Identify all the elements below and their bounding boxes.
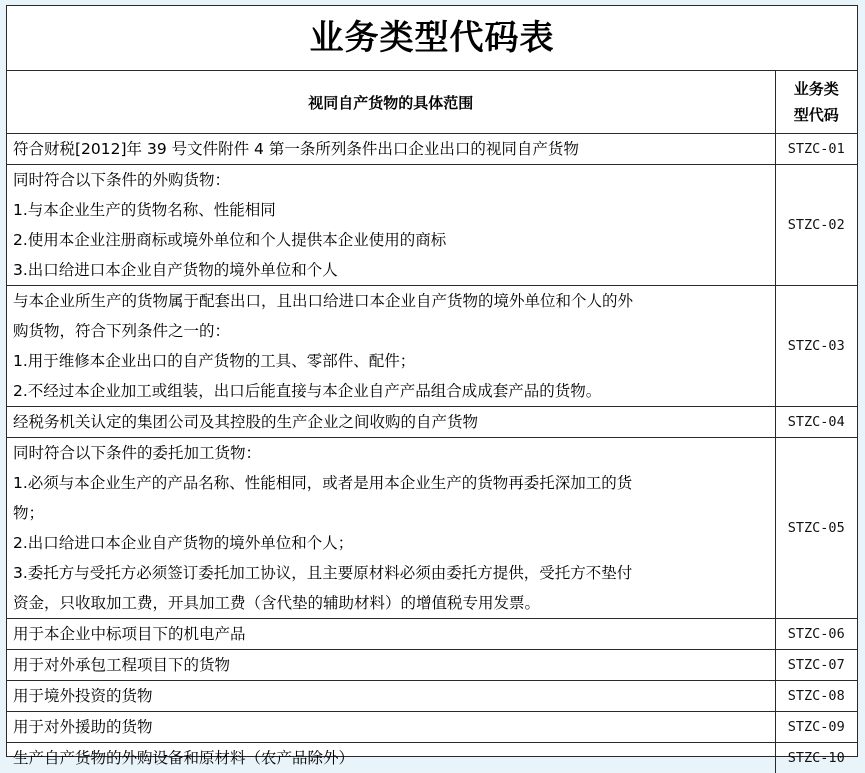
scope-line: 3.出口给进口本企业自产货物的境外单位和个人 — [13, 255, 769, 285]
table-row — [7, 438, 857, 619]
code-cell: STZC-04 — [775, 407, 857, 438]
header-code-line2: 型代码 — [780, 102, 854, 128]
scope-line: 3.委托方与受托方必须签订委托加工协议，且主要原材料必须由委托方提供，受托方不垫付 — [13, 558, 769, 588]
scope-cell — [7, 438, 775, 619]
code-cell: STZC-09 — [775, 712, 857, 743]
scope-line: 1.与本企业生产的货物名称、性能相同 — [13, 195, 769, 225]
scope-line: 2.出口给进口本企业自产货物的境外单位和个人； — [13, 528, 769, 558]
code-cell: STZC-07 — [775, 650, 857, 681]
header-scope: 视同自产货物的具体范围 — [7, 71, 775, 134]
scope-line: 用于对外援助的货物 — [13, 712, 769, 742]
code-cell: STZC-05 — [775, 438, 857, 619]
scope-line: 物； — [13, 498, 769, 528]
page-title: 业务类型代码表 — [7, 6, 857, 71]
code-cell: STZC-03 — [775, 286, 857, 407]
table-header-row — [7, 71, 857, 134]
scope-line: 用于本企业中标项目下的机电产品 — [13, 619, 769, 649]
table-row — [7, 286, 857, 407]
business-type-code-table — [7, 71, 857, 773]
table-row — [7, 134, 857, 165]
scope-line: 同时符合以下条件的委托加工货物： — [13, 438, 769, 468]
scope-cell — [7, 407, 775, 438]
scope-cell — [7, 165, 775, 286]
table-row — [7, 743, 857, 773]
code-cell: STZC-06 — [775, 619, 857, 650]
table-row — [7, 619, 857, 650]
scope-cell — [7, 286, 775, 407]
scope-line: 2.使用本企业注册商标或境外单位和个人提供本企业使用的商标 — [13, 225, 769, 255]
code-table-sheet — [6, 5, 858, 757]
code-cell: STZC-02 — [775, 165, 857, 286]
scope-line: 购货物，符合下列条件之一的： — [13, 316, 769, 346]
table-row — [7, 165, 857, 286]
scope-cell — [7, 134, 775, 165]
scope-cell — [7, 712, 775, 743]
scope-line: 1.用于维修本企业出口的自产货物的工具、零部件、配件； — [13, 346, 769, 376]
table-row — [7, 681, 857, 712]
scope-line: 与本企业所生产的货物属于配套出口，且出口给进口本企业自产货物的境外单位和个人的外 — [13, 286, 769, 316]
header-code-line1: 业务类 — [780, 76, 854, 102]
scope-cell — [7, 619, 775, 650]
scope-cell — [7, 650, 775, 681]
scope-line: 经税务机关认定的集团公司及其控股的生产企业之间收购的自产货物 — [13, 407, 769, 437]
table-row — [7, 650, 857, 681]
code-cell: STZC-10 — [775, 743, 857, 773]
scope-line: 用于对外承包工程项目下的货物 — [13, 650, 769, 680]
code-cell: STZC-08 — [775, 681, 857, 712]
scope-line: 资金，只收取加工费，开具加工费（含代垫的辅助材料）的增值税专用发票。 — [13, 588, 769, 618]
scope-line: 同时符合以下条件的外购货物： — [13, 165, 769, 195]
scope-line: 1.必须与本企业生产的产品名称、性能相同，或者是用本企业生产的货物再委托深加工的货 — [13, 468, 769, 498]
scope-cell — [7, 743, 775, 773]
header-code — [775, 71, 857, 134]
table-row — [7, 407, 857, 438]
scope-line: 用于境外投资的货物 — [13, 681, 769, 711]
scope-line: 2.不经过本企业加工或组装，出口后能直接与本企业自产产品组合成成套产品的货物。 — [13, 376, 769, 406]
scope-line: 符合财税[2012]年 39 号文件附件 4 第一条所列条件出口企业出口的视同自产货物 — [13, 134, 769, 164]
code-cell: STZC-01 — [775, 134, 857, 165]
scope-line: 生产自产货物的外购设备和原材料（农产品除外） — [13, 743, 769, 773]
table-row — [7, 712, 857, 743]
scope-cell — [7, 681, 775, 712]
